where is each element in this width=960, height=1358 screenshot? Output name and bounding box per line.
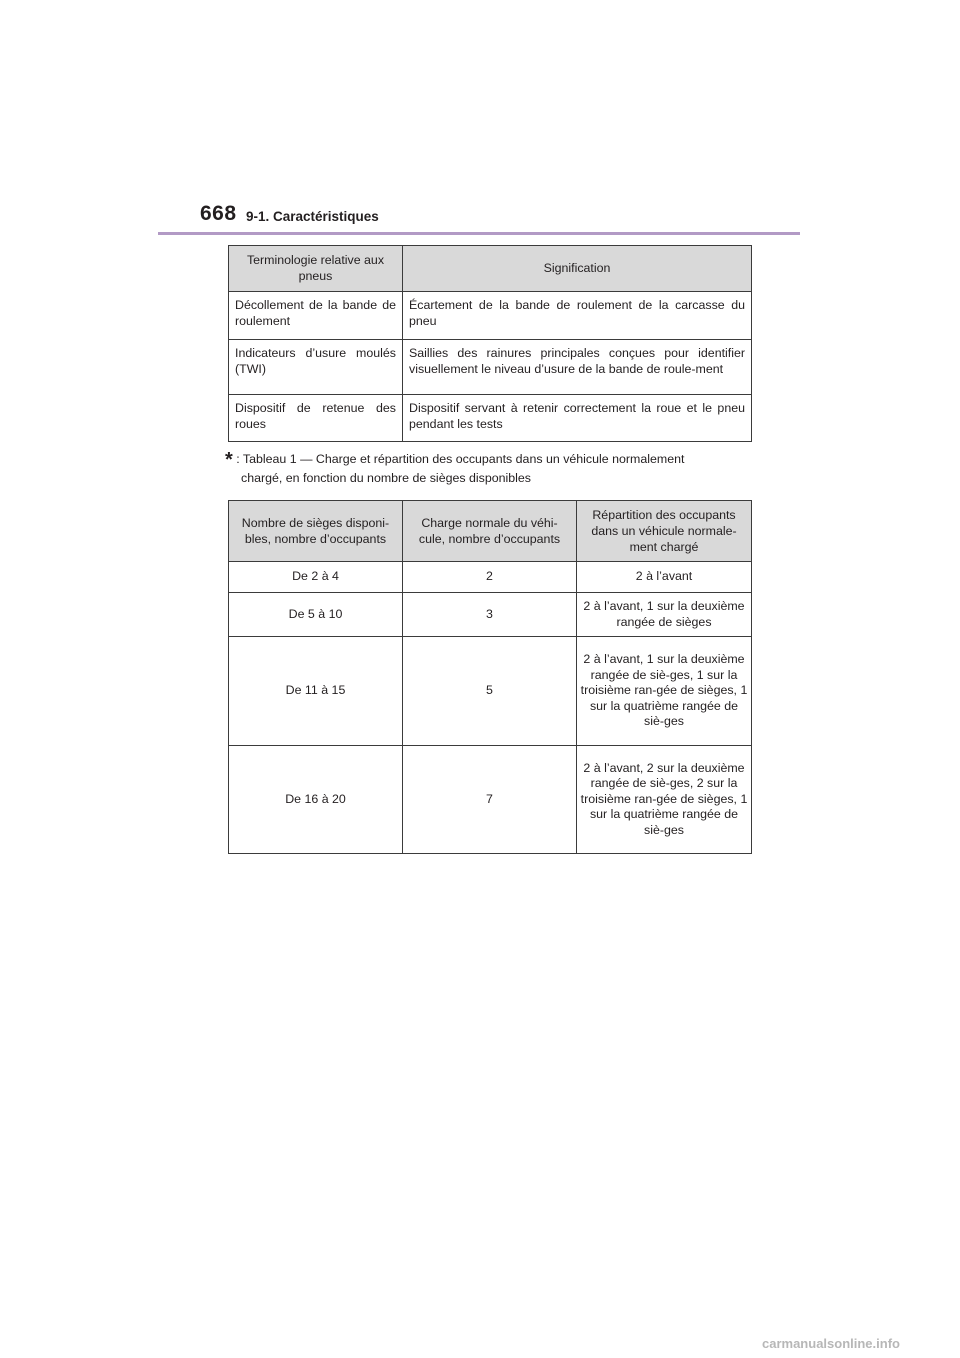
table-row xyxy=(229,562,752,593)
table-row xyxy=(229,593,752,637)
footnote-marker: * xyxy=(225,449,233,471)
table-cell: De 5 à 10 xyxy=(229,593,403,637)
watermark: carmanualsonline.info xyxy=(762,1336,900,1351)
table-row xyxy=(229,746,752,854)
column-header: Nombre de sièges disponi-bles, nombre d’occupants xyxy=(229,501,403,562)
table-cell: Décollement de la bande de roulement xyxy=(229,292,403,340)
table-cell: Écartement de la bande de roulement de la carcasse du pneu xyxy=(403,292,752,340)
column-header: Répartition des occupants dans un véhicule normale-ment chargé xyxy=(577,501,752,562)
table-cell: 2 à l’avant xyxy=(577,562,752,593)
table-cell: 7 xyxy=(403,746,577,854)
table-row xyxy=(229,340,752,395)
table-row xyxy=(229,292,752,340)
column-header: Terminologie relative aux pneus xyxy=(229,246,403,292)
table-cell: Dispositif servant à retenir correctement la roue et le pneu pendant les tests xyxy=(403,395,752,442)
table-cell: 2 à l’avant, 1 sur la deuxième rangée de siè-ges, 1 sur la troisième ran-gée de sièges, 1 sur la quatrième rangée de siè-ges xyxy=(577,637,752,746)
table-cell: Indicateurs d’usure moulés (TWI) xyxy=(229,340,403,395)
table-row xyxy=(229,395,752,442)
table-cell: Dispositif de retenue des roues xyxy=(229,395,403,442)
table-header-row xyxy=(229,246,752,292)
table-cell: 5 xyxy=(403,637,577,746)
header-rule xyxy=(158,232,800,235)
table-row xyxy=(229,637,752,746)
footnote-line1: : Tableau 1 — Charge et répartition des occupants dans un véhicule normalement xyxy=(236,452,685,466)
tire-terminology-table xyxy=(228,245,752,442)
footnote-line2: chargé, en fonction du nombre de sièges disponibles xyxy=(241,471,531,485)
occupant-load-table xyxy=(228,500,752,854)
column-header: Signification xyxy=(403,246,752,292)
table-cell: 2 à l’avant, 1 sur la deuxième rangée de sièges xyxy=(577,593,752,637)
table-header-row xyxy=(229,501,752,562)
page-number: 668 xyxy=(200,202,237,225)
section-title: 9-1. Caractéristiques xyxy=(246,209,379,224)
table-cell: De 2 à 4 xyxy=(229,562,403,593)
table-cell: 2 à l’avant, 2 sur la deuxième rangée de siè-ges, 2 sur la troisième ran-gée de sièges, 1 sur la quatrième rangée de siè-ges xyxy=(577,746,752,854)
footnote xyxy=(225,450,745,488)
table-cell: Saillies des rainures principales conçues pour identifier visuellement le niveau d’usure de la bande de roule-ment xyxy=(403,340,752,395)
table-cell: De 11 à 15 xyxy=(229,637,403,746)
column-header: Charge normale du véhi-cule, nombre d’occupants xyxy=(403,501,577,562)
table-cell: 2 xyxy=(403,562,577,593)
table-cell: De 16 à 20 xyxy=(229,746,403,854)
table-cell: 3 xyxy=(403,593,577,637)
